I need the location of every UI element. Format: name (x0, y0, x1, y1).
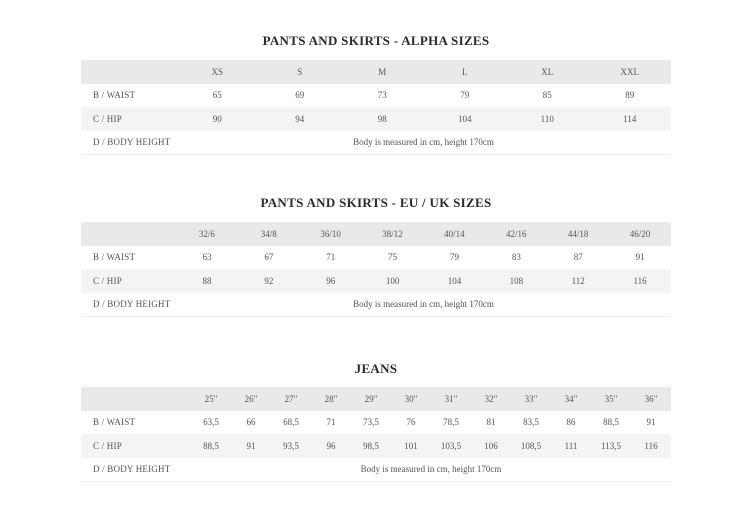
size-header-cell: XXL (589, 60, 672, 84)
size-header-cell: L (424, 60, 507, 84)
size-header-cell: 34/8 (238, 222, 300, 246)
size-header-cell: 28" (311, 387, 351, 411)
row-label: C / HIP (81, 434, 191, 458)
waist-row (81, 411, 671, 435)
measure-cell: 114 (589, 107, 672, 131)
measure-cell: 88 (176, 269, 238, 293)
size-header-cell: 46/20 (609, 222, 671, 246)
row-label: C / HIP (81, 269, 176, 293)
size-header-cell: 42/16 (485, 222, 547, 246)
body-height-row (81, 131, 671, 155)
measurement-note: Body is measured in cm, height 170cm (176, 293, 671, 317)
section-title: JEANS (354, 361, 398, 376)
measure-cell: 94 (259, 107, 342, 131)
section-title: PANTS AND SKIRTS - ALPHA SIZES (262, 33, 490, 48)
measure-cell: 73 (377, 90, 387, 101)
measure-cell: 68,5 (283, 417, 299, 428)
size-header-cell: 27" (271, 387, 311, 411)
size-header-cell: 44/18 (547, 222, 609, 246)
measure-cell: 66 (246, 417, 256, 428)
measure-cell: 111 (551, 434, 591, 458)
size-header-cell: XS (176, 60, 259, 84)
hip-row (81, 269, 671, 293)
measure-cell: 104 (424, 269, 486, 293)
row-label: D / BODY HEIGHT (81, 293, 176, 317)
measure-cell: 91 (635, 252, 645, 263)
measure-cell: 63,5 (203, 417, 219, 428)
size-header-cell: 32" (471, 387, 511, 411)
section-title: PANTS AND SKIRTS - EU / UK SIZES (260, 195, 492, 210)
measure-cell: 96 (300, 269, 362, 293)
measure-cell: 98,5 (351, 434, 391, 458)
size-header-cell: 32/6 (176, 222, 238, 246)
measure-cell: 89 (625, 90, 635, 101)
measure-cell: 75 (388, 252, 398, 263)
size-header-cell: XL (506, 60, 589, 84)
size-header-cell: 30" (391, 387, 431, 411)
measure-cell: 100 (362, 269, 424, 293)
row-label: B / WAIST (93, 252, 136, 263)
measure-cell: 83 (511, 252, 521, 263)
measurement-note: Body is measured in cm, height 170cm (191, 458, 671, 482)
measure-cell: 92 (238, 269, 300, 293)
measure-cell: 86 (566, 417, 576, 428)
row-label: B / WAIST (93, 417, 136, 428)
measure-cell: 93,5 (271, 434, 311, 458)
measure-cell: 98 (341, 107, 424, 131)
row-label: D / BODY HEIGHT (81, 458, 191, 482)
measure-cell: 78,5 (443, 417, 459, 428)
measure-cell: 116 (631, 434, 671, 458)
measure-cell: 91 (646, 417, 656, 428)
header-label-empty (81, 60, 176, 84)
measure-cell: 108 (485, 269, 547, 293)
size-header-row (81, 387, 671, 411)
measure-cell: 63 (202, 252, 212, 263)
hip-row (81, 107, 671, 131)
measurement-note: Body is measured in cm, height 170cm (176, 131, 671, 155)
measure-cell: 71 (326, 252, 336, 263)
waist-row (81, 246, 671, 270)
measure-cell: 73,5 (363, 417, 379, 428)
measure-cell: 106 (471, 434, 511, 458)
measure-cell: 79 (449, 252, 459, 263)
size-header-row (81, 222, 671, 246)
measure-cell: 96 (311, 434, 351, 458)
size-header-cell: 34" (551, 387, 591, 411)
measure-cell: 76 (406, 417, 416, 428)
size-header-cell: 38/12 (362, 222, 424, 246)
header-label-empty (81, 387, 191, 411)
body-height-row (81, 293, 671, 317)
row-label: C / HIP (81, 107, 176, 131)
measure-cell: 116 (609, 269, 671, 293)
size-header-cell: M (341, 60, 424, 84)
measure-cell: 112 (547, 269, 609, 293)
size-header-cell: 36/10 (300, 222, 362, 246)
size-header-cell: 26" (231, 387, 271, 411)
measure-cell: 83,5 (523, 417, 539, 428)
measure-cell: 67 (264, 252, 274, 263)
size-header-cell: 40/14 (424, 222, 486, 246)
measure-cell: 87 (573, 252, 583, 263)
size-table (81, 60, 671, 155)
measure-cell: 85 (542, 90, 552, 101)
measure-cell: 113,5 (591, 434, 631, 458)
body-height-row (81, 458, 671, 482)
measure-cell: 108,5 (511, 434, 551, 458)
measure-cell: 103,5 (431, 434, 471, 458)
size-header-cell: 35" (591, 387, 631, 411)
measure-cell: 90 (176, 107, 259, 131)
row-label: D / BODY HEIGHT (81, 131, 176, 155)
size-header-cell: 33" (511, 387, 551, 411)
hip-row (81, 434, 671, 458)
size-header-cell: 29" (351, 387, 391, 411)
measure-cell: 71 (326, 417, 336, 428)
measure-cell: 65 (212, 90, 222, 101)
header-label-empty (81, 222, 176, 246)
size-header-cell: 31" (431, 387, 471, 411)
measure-cell: 110 (506, 107, 589, 131)
size-header-row (81, 60, 671, 84)
waist-row (81, 84, 671, 108)
measure-cell: 81 (486, 417, 496, 428)
size-table (81, 387, 671, 482)
measure-cell: 79 (460, 90, 470, 101)
measure-cell: 88,5 (603, 417, 619, 428)
size-header-cell: S (259, 60, 342, 84)
measure-cell: 101 (391, 434, 431, 458)
row-label: B / WAIST (93, 90, 136, 101)
measure-cell: 88,5 (191, 434, 231, 458)
measure-cell: 91 (231, 434, 271, 458)
size-table (81, 222, 671, 317)
measure-cell: 104 (424, 107, 507, 131)
size-header-cell: 36" (631, 387, 671, 411)
measure-cell: 69 (295, 90, 305, 101)
size-header-cell: 25" (191, 387, 231, 411)
